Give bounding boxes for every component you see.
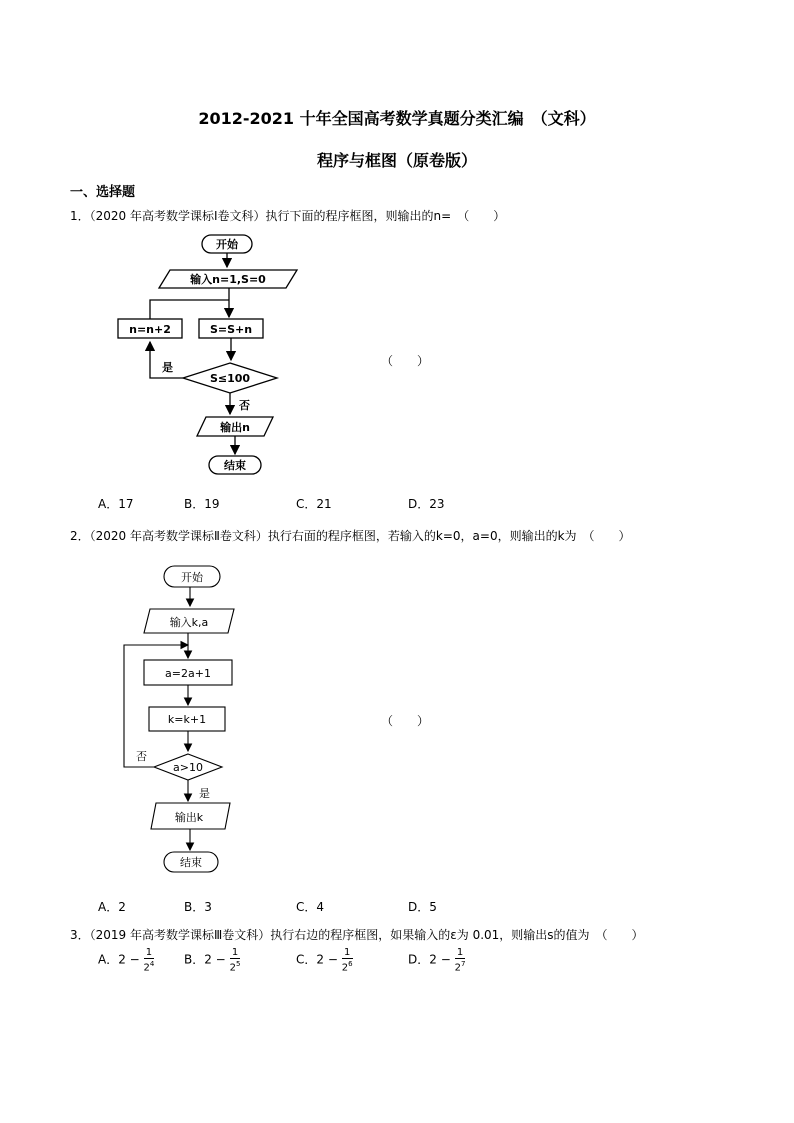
question-2-option-c: C．4: [296, 900, 325, 914]
flow2-start-label: 开始: [181, 571, 203, 584]
fraction: $\frac{1}{2^5}$: [229, 947, 241, 974]
flow1-yes-label: 是: [162, 361, 173, 374]
flow2-output-label: 输出k: [174, 811, 204, 824]
question-2-option-d: D．5: [408, 900, 437, 914]
question-2-side-paren: （ ）: [381, 714, 430, 728]
question-1-side-paren: （ ）: [381, 354, 430, 368]
flow2-step1-label: a=2a+1: [165, 667, 211, 680]
flow1-sum-label: S=S+n: [209, 323, 253, 336]
page-subtitle: 程序与框图（原卷版）: [316, 151, 477, 170]
question-3-option-b: B．2 − $\frac{1}{2^5}$: [184, 947, 241, 974]
question-1-option-a: A．17: [98, 497, 134, 511]
question-1-option-c: C．21: [296, 497, 332, 511]
fraction: $\frac{1}{2^6}$: [341, 947, 353, 974]
question-2-text: 2．（2020 年高考数学课标Ⅱ卷文科）执行右面的程序框图，若输入的k=0，a=0，则输出的k为 （ ）: [70, 529, 631, 543]
question-1-option-d: D．23: [408, 497, 445, 511]
question-3-option-d: D．2 − $\frac{1}{2^7}$: [408, 947, 466, 974]
flow2-input-label: 输入k,a: [169, 616, 209, 629]
flow2-step2-label: k=k+1: [167, 713, 207, 726]
flow2-no-label: 否: [136, 750, 147, 763]
fraction: $\frac{1}{2^7}$: [454, 947, 466, 974]
flow1-update-label: n=n+2: [129, 323, 171, 336]
flow2-end-label: 结束: [180, 856, 202, 869]
question-3-text: 3．（2019 年高考数学课标Ⅲ卷文科）执行右边的程序框图，如果输入的ε为 0.01，则输出s的值为 （ ）: [70, 928, 644, 942]
flow2-yes-label: 是: [199, 787, 210, 800]
question-3-option-c: C．2 − $\frac{1}{2^6}$: [296, 947, 353, 974]
flow1-input-label: 输入n=1,S=0: [190, 273, 266, 286]
fraction: $\frac{1}{2^4}$: [143, 947, 155, 974]
flow1-start-label: 开始: [216, 238, 238, 251]
flow1-output-label: 输出n: [220, 421, 250, 434]
question-2-option-b: B．3: [184, 900, 212, 914]
question-2-option-a: A．2: [98, 900, 126, 914]
question-1-option-b: B．19: [184, 497, 220, 511]
flow1-no-label: 否: [239, 399, 250, 412]
flow1-cond-label: S≤100: [209, 372, 251, 385]
page-title: 2012-2021 十年全国高考数学真题分类汇编 （文科）: [198, 109, 596, 128]
flow2-cond-label: a>10: [173, 761, 203, 774]
question-3-option-a: A．2 − $\frac{1}{2^4}$: [98, 947, 155, 974]
flow1-end-label: 结束: [224, 459, 246, 472]
section-heading: 一、选择题: [70, 185, 136, 200]
question-1-text: 1．（2020 年高考数学课标Ⅰ卷文科）执行下面的程序框图，则输出的n= （ ）: [70, 209, 506, 223]
